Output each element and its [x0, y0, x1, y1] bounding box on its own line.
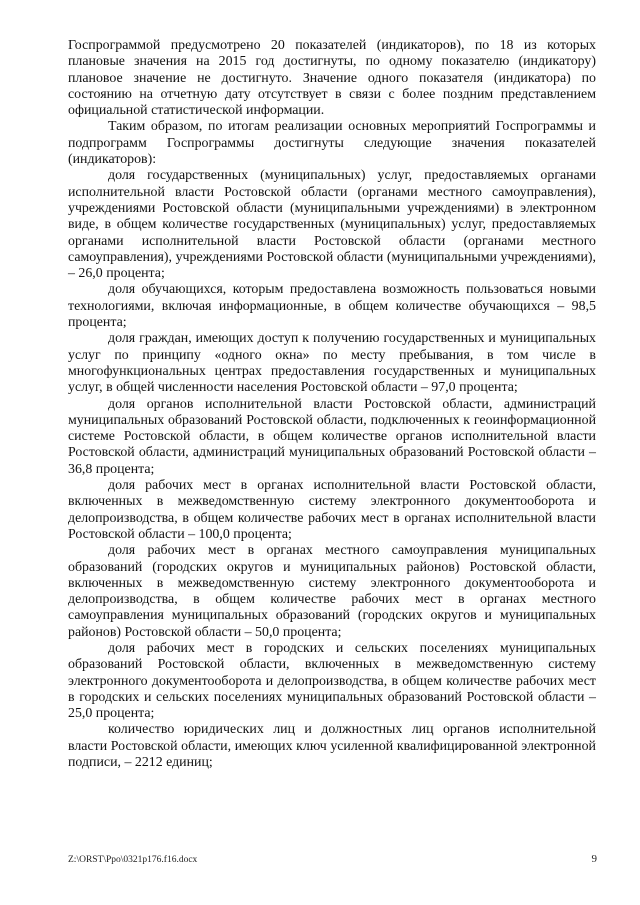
paragraph-geoinformation-system: доля органов исполнительной власти Ростовской области, администраций муниципальных образований Ростовской области, подключенных к геоинформационной системе Ростовской области, в общем количестве органов исполнительной власти Ростовской области, администраций муниципальных образований Ростовской области – 36,8 процента;	[68, 396, 596, 477]
paragraph-one-window-access: доля граждан, имеющих доступ к получению государственных и муниципальных услуг по принципу «одного окна» по месту пребывания, в том числе в многофункциональных центрах предоставления государственных и муниципальных услуг, в общей численности населения Ростовской области – 97,0 процента;	[68, 331, 596, 396]
paragraph-settlement-edms: доля рабочих мест в городских и сельских поселениях муниципальных образований Ростовской области, включенных в межведомственную систему электронного документооборота и делопроизводства, в общем количестве рабочих мест в городских и сельских поселениях муниципальных образований Ростовской области – 25,0 процента;	[68, 640, 596, 722]
paragraph-electronic-services: доля государственных (муниципальных) услуг, предоставляемых органами исполнительной власти Ростовской области (органами местного самоуправления), учреждениями Ростовской области (муниципальными учреждениями) в электронном виде, в общем количестве государственных (муниципальных) услуг, предоставляемых органами исполнительной власти Ростовской области (органами местного самоуправления), учреждениями Ростовской области (муниципальными учреждениями), – 26,0 процента;	[68, 168, 596, 282]
page-number: 9	[591, 853, 597, 865]
paragraph-indicators-summary: Госпрограммой предусмотрено 20 показателей (индикаторов), по 18 из которых плановые значения на 2015 год достигнуты, по одному показателю (индикатору) плановое значение не достигнуто. Значение одного показателя (индикатора) по состоянию на отчетную дату отсутствует в связи с более поздним представлением официальной статистической информации.	[68, 38, 596, 119]
document-body	[68, 38, 596, 771]
paragraph-results-intro: Таким образом, по итогам реализации основных мероприятий Госпрограммы и подпрограмм Госпрограммы достигнуты следующие значения показателей (индикаторов):	[68, 119, 596, 168]
paragraph-electronic-signature: количество юридических лиц и должностных лиц органов исполнительной власти Ростовской области, имеющих ключ усиленной квалифицированной электронной подписи, – 2212 единиц;	[68, 722, 596, 771]
paragraph-municipal-edms: доля рабочих мест в органах местного самоуправления муниципальных образований (городских округов и муниципальных районов) Ростовской области, включенных в межведомственную систему электронного документооборота и делопроизводства, в общем количестве рабочих мест в органах местного самоуправления муниципальных образований (городских округов и муниципальных районов) Ростовской области – 50,0 процента;	[68, 543, 596, 640]
paragraph-regional-edms: доля рабочих мест в органах исполнительной власти Ростовской области, включенных в межведомственную систему электронного документооборота и делопроизводства, в общем количестве рабочих мест в органах исполнительной власти Ростовской области – 100,0 процента;	[68, 478, 596, 542]
paragraph-students-technologies: доля обучающихся, которым предоставлена возможность пользоваться новыми технологиями, включая информационные, в общем количестве обучающихся – 98,5 процента;	[68, 282, 596, 331]
footer-file-path: Z:\ORST\Ppo\0321p176.f16.docx	[68, 855, 198, 865]
